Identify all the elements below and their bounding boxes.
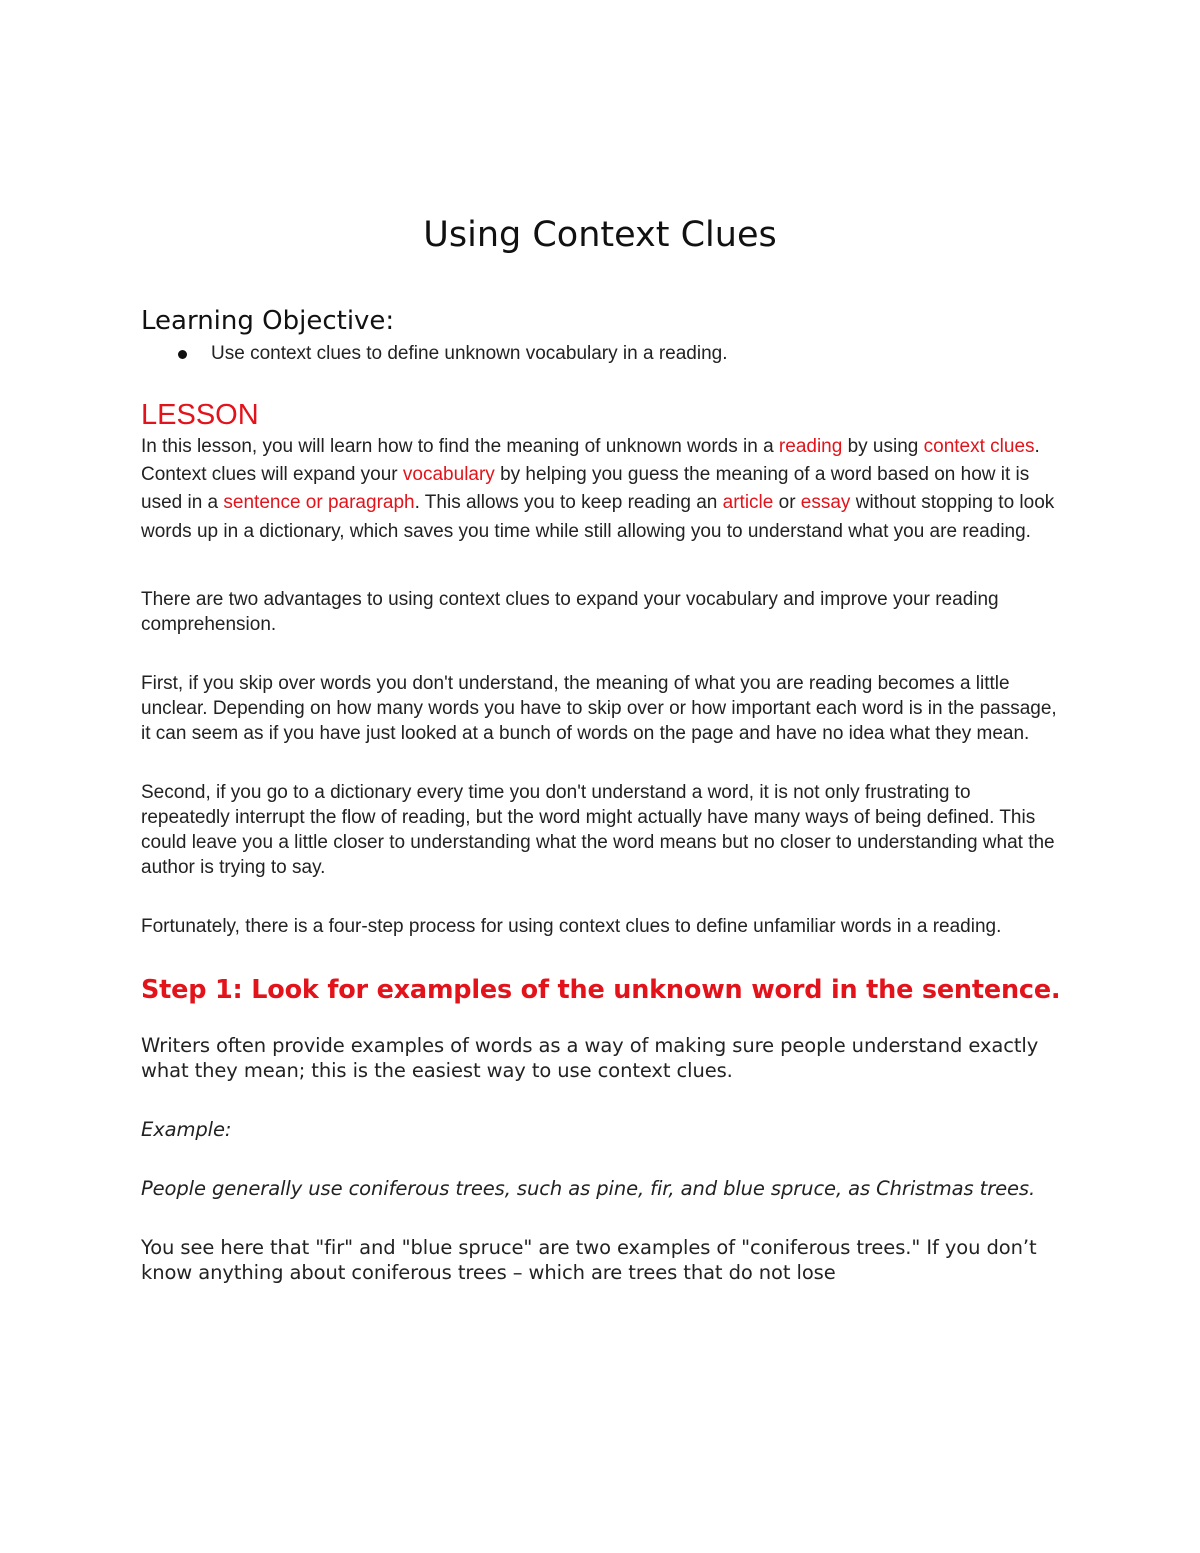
keyword-essay: essay	[800, 492, 851, 514]
paragraph-second: Second, if you go to a dictionary every time you don't understand a word, it is not only frustrating to repeatedly interrupt the flow of reading, but the word might actually have many ways of being defined. This could leave you a little closer to understanding what the word means but no closer to understanding what the author is trying to say.	[141, 781, 1055, 878]
example-explanation: You see here that "fir" and "blue spruce" are two examples of "coniferous trees." If you don’t know anything about coniferous trees – which are trees that do not lose	[141, 1235, 1037, 1284]
learning-objective-heading: Learning Objective:	[141, 306, 395, 336]
example-sentence: People generally use coniferous trees, such as pine, fir, and blue spruce, as Christmas trees.	[141, 1176, 1036, 1200]
page-title: Using Context Clues	[423, 215, 777, 255]
keyword-article: article	[722, 492, 774, 514]
intro-text: . Context clues will expand your	[141, 436, 1040, 486]
objective-list	[141, 340, 1061, 368]
paragraph-first: First, if you skip over words you don't understand, the meaning of what you are reading becomes a little unclear. Depending on how many words you have to skip over or how important each word is in the passage, it can seem as if you have just looked at a bunch of words on the page and have no idea what they mean.	[141, 672, 1057, 744]
intro-text: by helping you guess the meaning of a word based on how it is used in a	[141, 464, 1030, 514]
intro-text: . This allows you to keep reading an	[414, 492, 723, 514]
objective-text: Use context clues to define unknown vocabulary in a reading.	[211, 343, 728, 364]
keyword-vocabulary: vocabulary	[402, 464, 495, 486]
paragraph-advantages: There are two advantages to using context clues to expand your vocabulary and improve your reading comprehension.	[141, 588, 999, 635]
lesson-intro-paragraph	[141, 433, 1061, 546]
keyword-context-clues: context clues	[923, 436, 1035, 457]
keyword-sentence-or-paragraph: sentence or paragraph	[223, 492, 415, 514]
bullet-icon	[178, 350, 187, 359]
example-label: Example:	[141, 1117, 232, 1141]
intro-text: by using	[842, 436, 924, 457]
step-1-body: Writers often provide examples of words as a way of making sure people understand exactly what they mean; this is the easiest way to use context clues.	[141, 1033, 1039, 1082]
paragraph-fortunately: Fortunately, there is a four-step process for using context clues to define unfamiliar words in a reading.	[141, 915, 1002, 937]
keyword-reading: reading	[778, 436, 843, 457]
step-1-heading: Step 1: Look for examples of the unknown word in the sentence.	[141, 974, 1061, 1005]
document-body	[141, 304, 1061, 1285]
lesson-heading: LESSON	[141, 399, 259, 431]
intro-text: In this lesson, you will learn how to find the meaning of unknown words in a	[141, 436, 779, 457]
list-item	[177, 340, 1061, 368]
intro-text: or	[773, 492, 801, 514]
intro-text: without stopping to look words up in a dictionary, which saves you time while still allowing you to understand what you are reading.	[141, 492, 1055, 542]
